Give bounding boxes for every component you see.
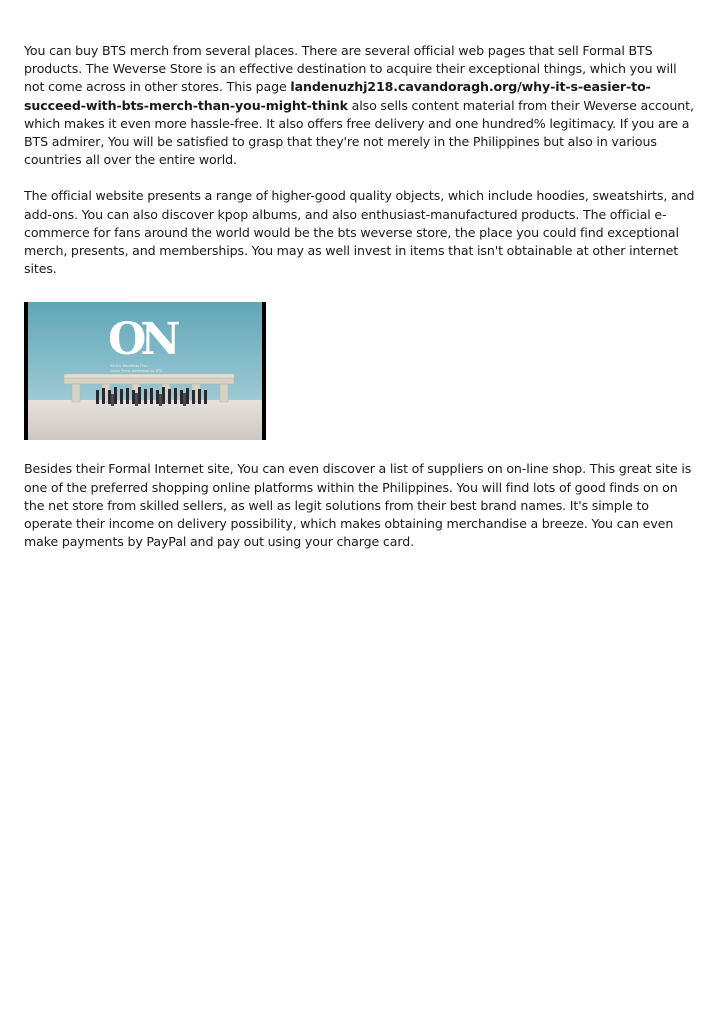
article-link[interactable]: landenuzhj218.cavandoragh.org/why-it-s-easier-to-succeed-with-bts-merch-than-you-might-think	[24, 79, 651, 113]
left-frame-edge	[24, 302, 28, 440]
article-body	[24, 42, 700, 551]
paragraph-1-text-start: You can buy BTS merch from several places. There are several official web pages that sell Formal BTS products. The Weverse Store is an effective destination to acquire their exceptional things, which you will not come across in other stores. This page	[24, 43, 677, 95]
thumbnail-caption	[110, 364, 162, 374]
paragraph-1-text-end: also sells content material from their Weverse account, which makes it even more hassle-free. It also offers free delivery and one hundred% legitimacy. If you are a BTS admirer, You will be satisfied to grasp that they're not merely in the Philippines but also in various countries all over the entire world.	[24, 97, 694, 168]
thumbnail-caption-line-1: Kinetic Manifesto Film :	[110, 364, 150, 369]
paragraph-3: Besides their Formal Internet site, You can even discover a list of suppliers on on-line shop. This great site is one of the preferred shopping online platforms within the Philippines. You will find lots of good finds on on the net store from skilled sellers, as well as legit solutions from their best brand names. It's simple to operate their income on delivery possibility, which makes obtaining merchandise a breeze. You can even make payments by PayPal and pay out using your charge card.	[24, 461, 692, 550]
paragraph-1	[24, 42, 700, 169]
thumbnail-logo-text: ON	[108, 314, 175, 366]
paragraph-2: The official website presents a range of higher-good quality objects, which include hoodies, sweatshirts, and add-ons. You can also discover kpop albums, and also enthusiast-manufactured products. The official e-commerce for fans around the world would be the bts weverse store, the place you could find exceptional merch, presents, and memberships. You may as well invest in items that isn't obtainable at other internet sites.	[24, 188, 695, 277]
thumbnail-caption-line-2: Come Prima performed by BTS	[110, 369, 163, 374]
right-frame-edge	[262, 302, 266, 440]
video-thumbnail-image	[24, 302, 266, 440]
ground-area	[28, 400, 262, 440]
